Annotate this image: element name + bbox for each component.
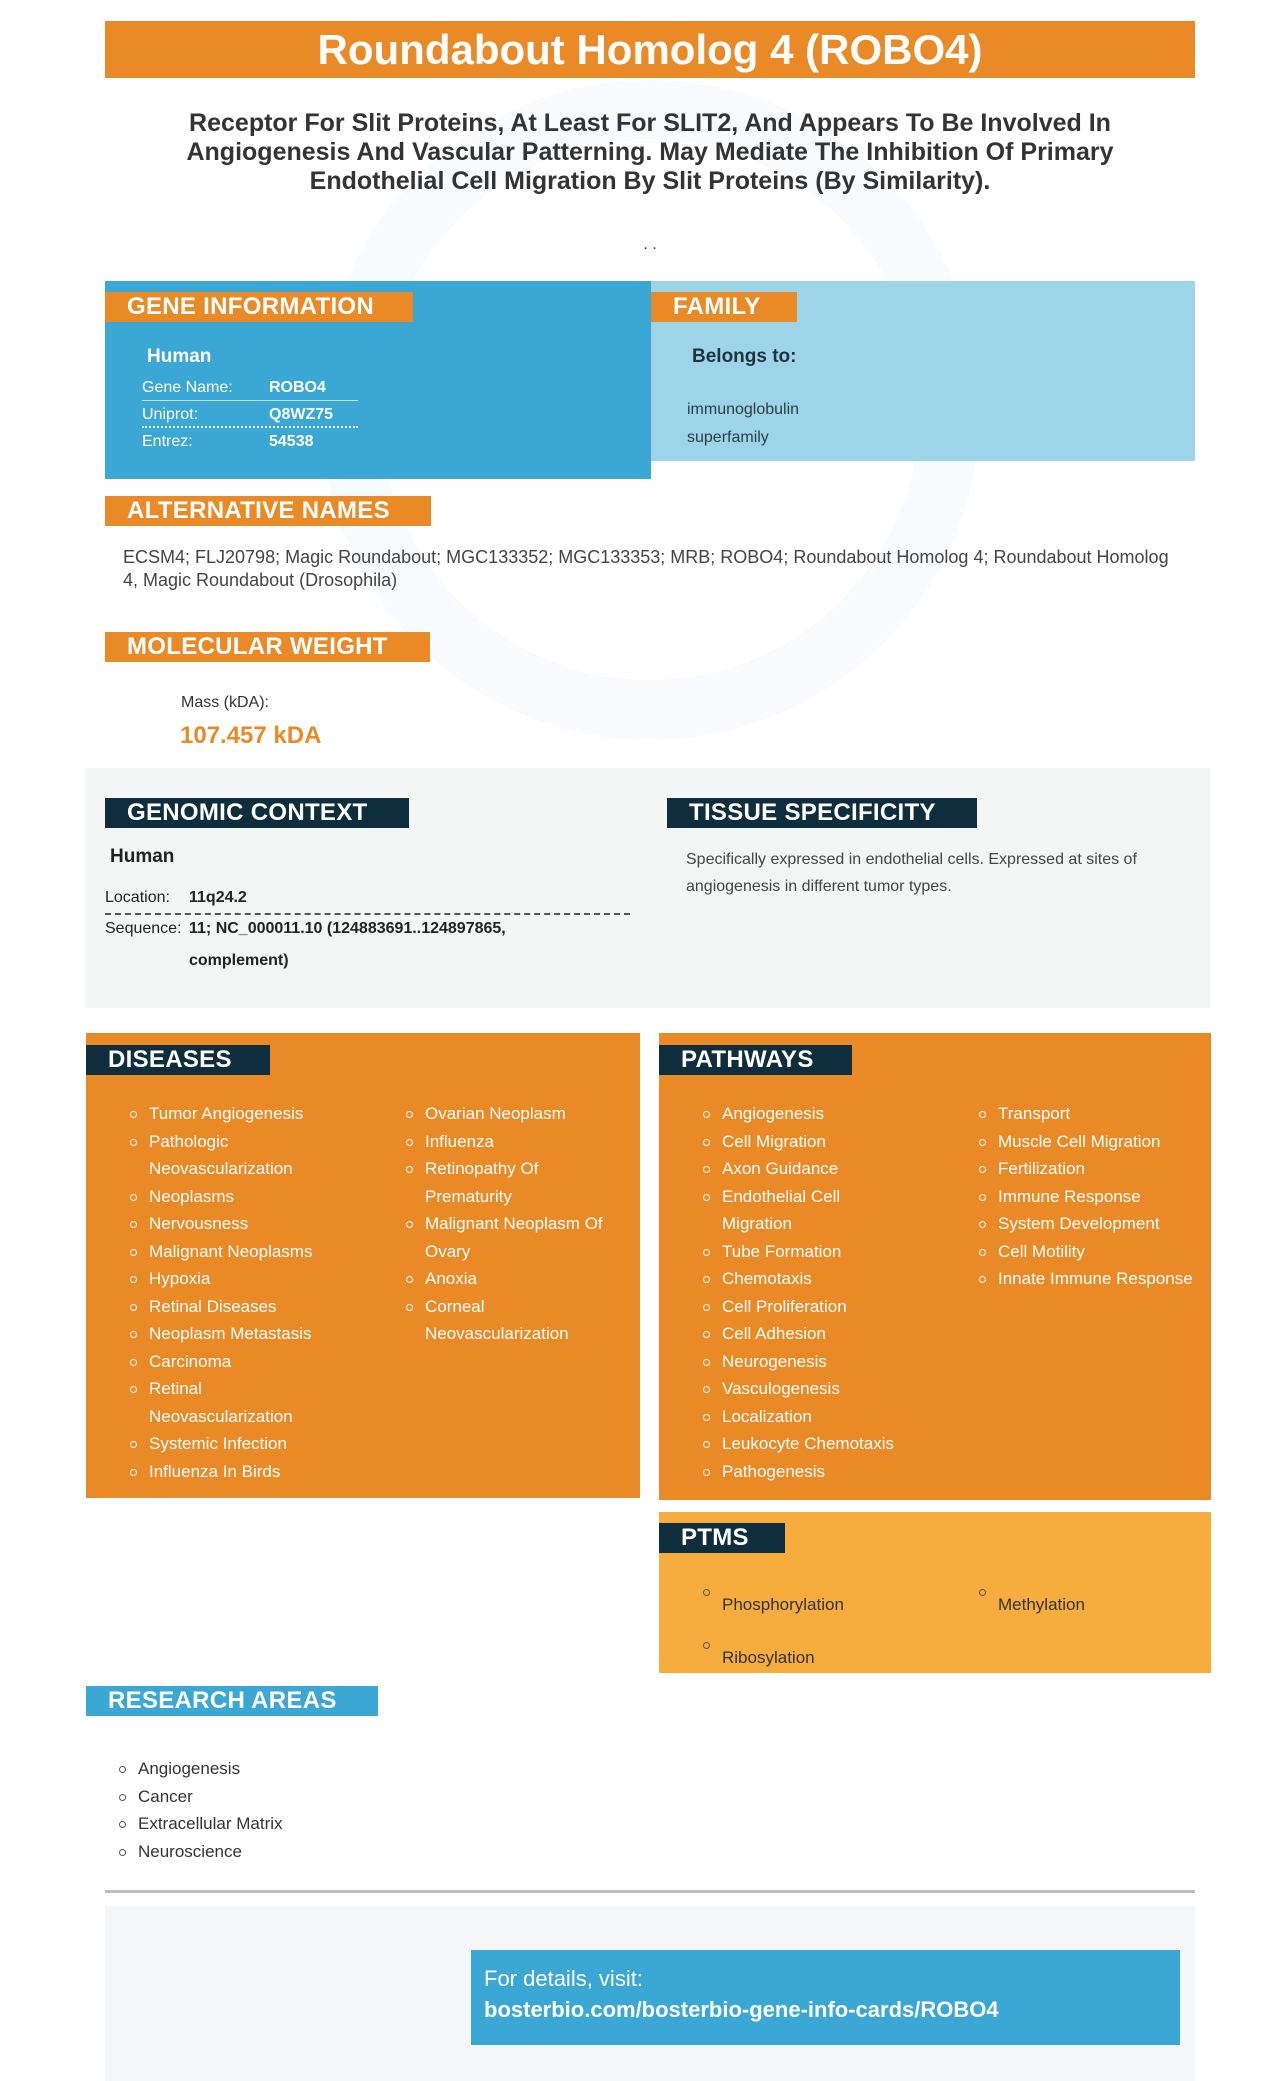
page-title: Roundabout Homolog 4 (ROBO4) (105, 21, 1195, 78)
disease-item: Retinal Neovascularization (130, 1375, 330, 1430)
pathway-item: Axon Guidance (703, 1155, 903, 1183)
tissue-specificity-text: Specifically expressed in endothelial cells. Expressed at sites of angiogenesis in different tumor types. (686, 851, 1137, 895)
pathway-item: Vasculogenesis (703, 1375, 903, 1403)
research-areas-heading: RESEARCH AREAS (86, 1686, 378, 1716)
pathway-item: Angiogenesis (703, 1100, 903, 1128)
family-heading: FAMILY (651, 292, 797, 322)
gene-name-row (142, 375, 358, 401)
disease-item: Malignant Neoplasm Of Ovary (406, 1210, 626, 1265)
disease-item: Hypoxia (130, 1265, 330, 1293)
disease-item: Neoplasm Metastasis (130, 1320, 330, 1348)
diseases-list-col1 (130, 1100, 330, 1485)
pathway-item: Innate Immune Response (979, 1265, 1199, 1293)
genomic-location-row (105, 884, 630, 915)
disease-item: Anoxia (406, 1265, 626, 1293)
gene-name-value: ROBO4 (269, 379, 326, 396)
pathway-item: Fertilization (979, 1155, 1199, 1183)
pathway-item: Leukocyte Chemotaxis (703, 1430, 903, 1458)
genomic-context-heading: GENOMIC CONTEXT (105, 798, 409, 828)
diseases-heading: DISEASES (86, 1045, 270, 1075)
disease-item: Carcinoma (130, 1348, 330, 1376)
disease-item: Tumor Angiogenesis (130, 1100, 330, 1128)
uniprot-value: Q8WZ75 (269, 406, 334, 423)
gene-name-label: Gene Name: (142, 379, 233, 396)
mass-label: Mass (kDA): (181, 694, 269, 711)
pathway-item: Tube Formation (703, 1238, 903, 1266)
pathway-item: Pathogenesis (703, 1458, 903, 1486)
alternative-names-text: ECSM4; FLJ20798; Magic Roundabout; MGC133352; MGC133353; MRB; ROBO4; Roundabout Homolog 4; Roundabout Homolog 4, Magic Roundabout (Drosophila) (123, 547, 1169, 590)
ptm-item: Phosphorylation (703, 1578, 903, 1631)
alternative-names-heading: ALTERNATIVE NAMES (105, 496, 431, 526)
gene-species: Human (147, 346, 212, 367)
disease-item: Systemic Infection (130, 1430, 330, 1458)
pathway-item: Cell Motility (979, 1238, 1199, 1266)
pathway-item: Neurogenesis (703, 1348, 903, 1376)
uniprot-row (142, 402, 358, 428)
ptms-heading: PTMS (659, 1523, 785, 1553)
disease-item: Nervousness (130, 1210, 330, 1238)
uniprot-label: Uniprot: (142, 406, 199, 423)
gene-information-heading: GENE INFORMATION (105, 292, 413, 322)
sequence-label: Sequence: (105, 920, 182, 937)
entrez-value: 54538 (269, 433, 314, 450)
pathway-item: Endothelial Cell Migration (703, 1183, 903, 1238)
summary-dots: . . (643, 236, 657, 253)
disease-item: Ovarian Neoplasm (406, 1100, 626, 1128)
pathway-item: Cell Adhesion (703, 1320, 903, 1348)
pathway-item: Transport (979, 1100, 1199, 1128)
disease-item: Corneal Neovascularization (406, 1293, 626, 1348)
ptms-list-col2 (979, 1578, 1179, 1631)
disease-item: Malignant Neoplasms (130, 1238, 330, 1266)
pathway-item: Cell Migration (703, 1128, 903, 1156)
protein-summary: Receptor For Slit Proteins, At Least For SLIT2, And Appears To Be Involved In Angiogenesis And Vascular Patterning. May Mediate The Inhibition Of Primary Endothelial Cell Migration By Slit Proteins (By Similarity). (186, 109, 1114, 195)
pathway-item: System Development (979, 1210, 1199, 1238)
pathway-item: Muscle Cell Migration (979, 1128, 1199, 1156)
genomic-species: Human (110, 846, 175, 867)
disease-item: Pathologic Neovascularization (130, 1128, 330, 1183)
pathways-heading: PATHWAYS (659, 1045, 852, 1075)
disease-item: Neoplasms (130, 1183, 330, 1211)
tissue-specificity-heading: TISSUE SPECIFICITY (667, 798, 977, 828)
mass-value: 107.457 kDA (180, 722, 322, 749)
ptm-item: Ribosylation (703, 1631, 903, 1684)
entrez-label: Entrez: (142, 433, 193, 450)
pathway-item: Cell Proliferation (703, 1293, 903, 1321)
disease-item: Influenza (406, 1128, 626, 1156)
footer-divider (105, 1890, 1195, 1893)
research-area-item: Extracellular Matrix (119, 1810, 419, 1838)
molecular-weight-heading: MOLECULAR WEIGHT (105, 632, 430, 662)
details-link-box[interactable] (471, 1950, 1180, 2045)
research-area-item: Neuroscience (119, 1838, 419, 1866)
disease-item: Influenza In Birds (130, 1458, 330, 1486)
pathway-item: Immune Response (979, 1183, 1199, 1211)
research-area-item: Cancer (119, 1783, 419, 1811)
ptms-list-col1 (703, 1578, 903, 1684)
details-url-link[interactable]: bosterbio.com/bosterbio-gene-info-cards/ROBO4 (484, 1997, 999, 2022)
entrez-row (142, 429, 358, 455)
pathways-list-col2 (979, 1100, 1199, 1293)
research-area-item: Angiogenesis (119, 1755, 419, 1783)
details-label: For details, visit: (484, 1966, 643, 1991)
diseases-list-col2 (406, 1100, 626, 1348)
ptm-item: Methylation (979, 1578, 1179, 1631)
sequence-value: 11; NC_000011.10 (124883691..124897865, complement) (189, 920, 506, 969)
research-areas-list (119, 1755, 419, 1865)
location-label: Location: (105, 889, 170, 906)
pathway-item: Chemotaxis (703, 1265, 903, 1293)
location-value: 11q24.2 (189, 889, 247, 906)
family-belongs-label: Belongs to: (692, 346, 797, 367)
disease-item: Retinopathy Of Prematurity (406, 1155, 626, 1210)
pathways-list-col1 (703, 1100, 903, 1485)
pathway-item: Localization (703, 1403, 903, 1431)
family-value: immunoglobulin superfamily (687, 401, 800, 446)
disease-item: Retinal Diseases (130, 1293, 330, 1321)
